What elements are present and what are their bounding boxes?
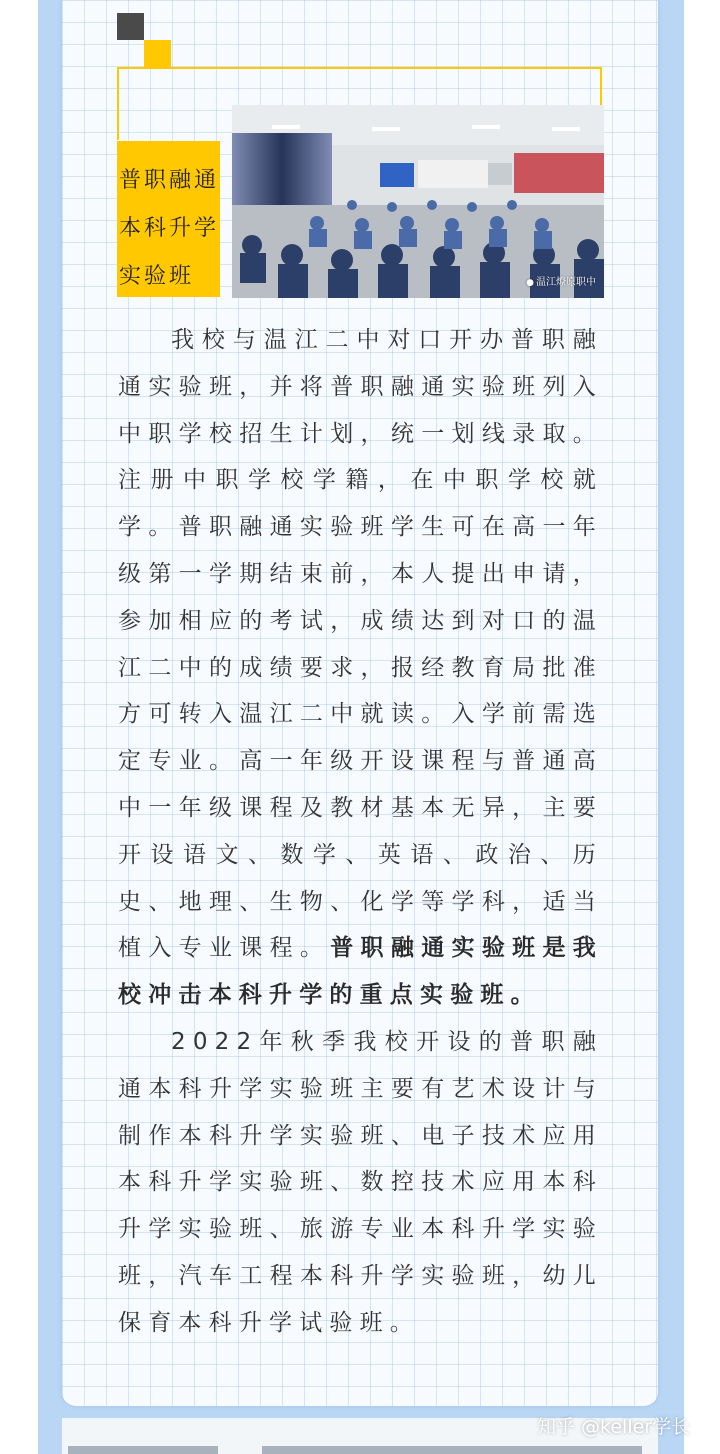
classroom-photo <box>232 105 604 298</box>
decorative-dark-square <box>117 13 144 40</box>
paragraph-text: 我校与温江二中对口开办普职融通实验班，并将普职融通实验班列入中职学校招生计划，统一划线录取。注册中职学校学籍，在中职学校就学。普职融通实验班学生可在高一年级第一学期结束前，本人提出申请，参加相应的考试，成绩达到对口的温江二中的成绩要求，报经教育局批准方可转入温江二中就读。入学前需选定专业。高一年级开设课程与普通高中一年级课程及教材基本无异，主要开设语文、数学、英语、政治、历史、地理、生物、化学等学科，适当植入专业课程。 <box>118 327 603 962</box>
section-title-box <box>117 141 220 297</box>
next-photo-edge <box>262 1446 642 1454</box>
section-title-line: 本科升学 <box>119 216 220 241</box>
paragraph <box>118 1019 603 1347</box>
photo-watermark <box>526 273 596 288</box>
section-title-line: 普职融通 <box>119 168 220 193</box>
decorative-yellow-square <box>144 40 171 67</box>
next-photo-edge <box>68 1446 218 1454</box>
article-body <box>118 317 603 1347</box>
paragraph-bold-text: 普职融通实验班是我校冲击本科升学的重点实验班。 <box>118 935 603 1009</box>
section-title-line: 实验班 <box>119 264 195 289</box>
paragraph <box>118 317 603 1019</box>
classroom-photo-illustration <box>232 105 604 298</box>
photo-watermark-text: 温江燎原职中 <box>536 277 596 288</box>
paragraph-text: 2022年秋季我校开设的普职融通本科升学实验班主要有艺术设计与制作本科升学实验班、电子技术应用本科升学实验班、数控技术应用本科升学实验班、旅游专业本科升学实验班，汽车工程本科升学实验班，幼儿保育本科升学试验班。 <box>118 1028 603 1336</box>
platform-watermark: 知乎 @keller学长 <box>537 1416 691 1438</box>
wechat-icon: ● <box>526 278 534 288</box>
